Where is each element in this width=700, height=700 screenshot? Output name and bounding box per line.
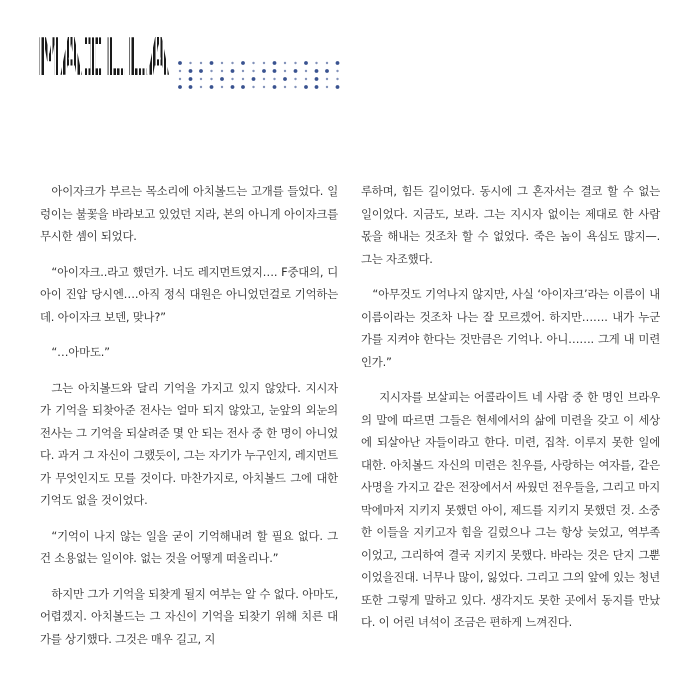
logo-dot (210, 85, 214, 89)
logo-dot (336, 70, 338, 72)
logo-dot (252, 70, 254, 72)
logo-dot (304, 85, 308, 89)
logo-dot (179, 70, 181, 72)
logo-dot (284, 86, 286, 88)
logo-dot (262, 69, 266, 73)
logo-dot (242, 78, 244, 80)
logo-dot (326, 86, 328, 88)
logo-dot (294, 78, 296, 80)
logo-dot (273, 85, 277, 89)
logo-dot (325, 69, 329, 73)
paragraph: 하지만 그가 기억을 되찾게 될지 여부는 알 수 없다. 아마도, 어렵겠지. 아치볼드는 그 자신이 기억을 되찾기 위해 치른 대가를 상기했다. 그것은 매우 길고, 지 (40, 586, 338, 646)
logo-dot (273, 61, 277, 65)
logo-dot (326, 62, 328, 64)
logo-dot (221, 62, 223, 64)
logo-dot (189, 77, 193, 81)
logo-dot (231, 78, 233, 80)
logo-dot (231, 85, 235, 89)
logo-dot (189, 85, 193, 89)
logo-dot (336, 78, 338, 80)
paragraph: “…아마도.” (51, 345, 110, 359)
logo (38, 30, 338, 90)
paragraph: 아이자크가 부르는 목소리에 아치볼드는 고개를 들었다. 일렁이는 불꽃을 바라보고 있었던 지라, 본의 아니게 아이자크를 무시한 셈이 되었다. (40, 184, 338, 243)
logo-dot (179, 78, 181, 80)
logo-dot (199, 69, 203, 73)
logo-dot (294, 86, 296, 88)
logo-dot (305, 70, 307, 72)
logo-dot (210, 70, 212, 72)
logo-dot (263, 86, 265, 88)
logo-dot (252, 86, 254, 88)
logo-dot (231, 69, 235, 73)
logo-dot (200, 62, 202, 64)
paragraph: “아이자크..라고 했던가. 너도 레지먼트였지…. F중대의, 디 아이 진압 당시엔….아직 정식 대원은 아니었던걸로 기억하는데. 아이자크 보덴, 맞나?” (40, 264, 338, 324)
logo-dot (200, 78, 202, 80)
logo-dot (263, 62, 265, 64)
logo-dot (305, 78, 307, 80)
logo-text: MAILLA (38, 28, 169, 88)
logo-dot (221, 70, 223, 72)
logo-dot (294, 69, 298, 73)
logo-dot (178, 61, 182, 65)
logo-dot (252, 62, 254, 64)
logo-dot (189, 62, 191, 64)
logo-dot (315, 85, 319, 89)
logo-dot (252, 77, 256, 81)
logo-dot (294, 62, 296, 64)
logo-dot (273, 69, 277, 73)
logo-dot (210, 61, 214, 65)
logo-dot (231, 62, 233, 64)
text-column-right (361, 180, 660, 647)
logo-dot (336, 61, 340, 65)
logo-dot (336, 85, 340, 89)
logo-dot (241, 61, 245, 65)
logo-dot (326, 78, 328, 80)
logo-dot (221, 86, 223, 88)
logo-dot (273, 78, 275, 80)
logo-dot (241, 85, 245, 89)
logo-dot-pattern (176, 58, 356, 92)
logo-dot (200, 86, 202, 88)
logo-dot (283, 77, 287, 81)
text-column-left (40, 180, 338, 663)
logo-dot (189, 69, 193, 73)
paragraph: “아무것도 기억나지 않지만, 사실 ‘아이자크’라는 이름이 내 이름이라는 것조차 나는 잘 모르겠어. 하지만……. 내가 누군가를 지켜야 한다는 것만큼은 기억나. 아니……. 그게 내 미련인가.” (361, 287, 660, 369)
logo-dot (210, 78, 212, 80)
logo-dot (220, 77, 224, 81)
logo-dot (304, 61, 308, 65)
logo-dot (242, 70, 244, 72)
logo-dot (178, 85, 182, 89)
paragraph: 지시자를 보살피는 어콜라이트 네 사람 중 한 명인 브라우의 말에 따르면 그들은 현세에서의 삶에 미련을 갖고 이 세상에 되살아난 자들이라고 한다. 미련, 집착. 이루지 못한 일에 대한. 아치볼드 자신의 미련은 친우를, 사랑하는 여자를, 같은 사명을 가지고 같은 전장에서서 싸웠던 전우들을, 그리고 마지막에마저 지키지 못했던 아이, 제드를 지키지 못했던 것. 소중한 이들을 지키고자 힘을 길렀으나 그는 항상 늦었고, 역부족이었고, 그리하여 결국 지키지 못했다. 바라는 것은 단지 그뿐이었을진대. 너무나 많이, 잃었다. 그리고 그의 앞에 있는 청년 또한 그렇게 말하고 있다. 생각지도 못한 곳에서 동지를 만났다. 이 어린 녀석이 조금은 편하게 느껴진다. (361, 390, 660, 629)
paragraph: 루하며, 힘든 길이었다. 동시에 그 혼자서는 결코 할 수 없는 일이었다. 지금도, 보라. 그는 지시자 없이는 제대로 한 사람 몫을 해내는 것조차 할 수 없었다. 죽은 놈이 욕심도 많지—. 그는 자조했다. (361, 184, 660, 266)
logo-dot (284, 70, 286, 72)
logo-dot (315, 77, 319, 81)
logo-dot (284, 62, 286, 64)
logo-dot (315, 69, 319, 73)
logo-dot (315, 62, 317, 64)
paragraph: 그는 아치볼드와 달리 기억을 가지고 있지 않았다. 지시자가 기억을 되찾아준 전사는 얼마 되지 않았고, 눈앞의 외눈의 전사는 그 기억을 되살려준 몇 안 되는 전사 중 한 명이 아니었다. 과거 그 자신이 그랬듯이, 그는 자기가 누구인지, 레지먼트가 무엇인지도 모를 것이다. 마찬가지로, 아치볼드 그에 대한 기억도 없을 것이었다. (40, 380, 338, 507)
logo-dot (263, 78, 265, 80)
paragraph: “기억이 나지 않는 일을 굳이 기억해내려 할 필요 없다. 그건 소용없는 일이야. 없는 것을 어떻게 떠올리나.” (40, 528, 338, 565)
